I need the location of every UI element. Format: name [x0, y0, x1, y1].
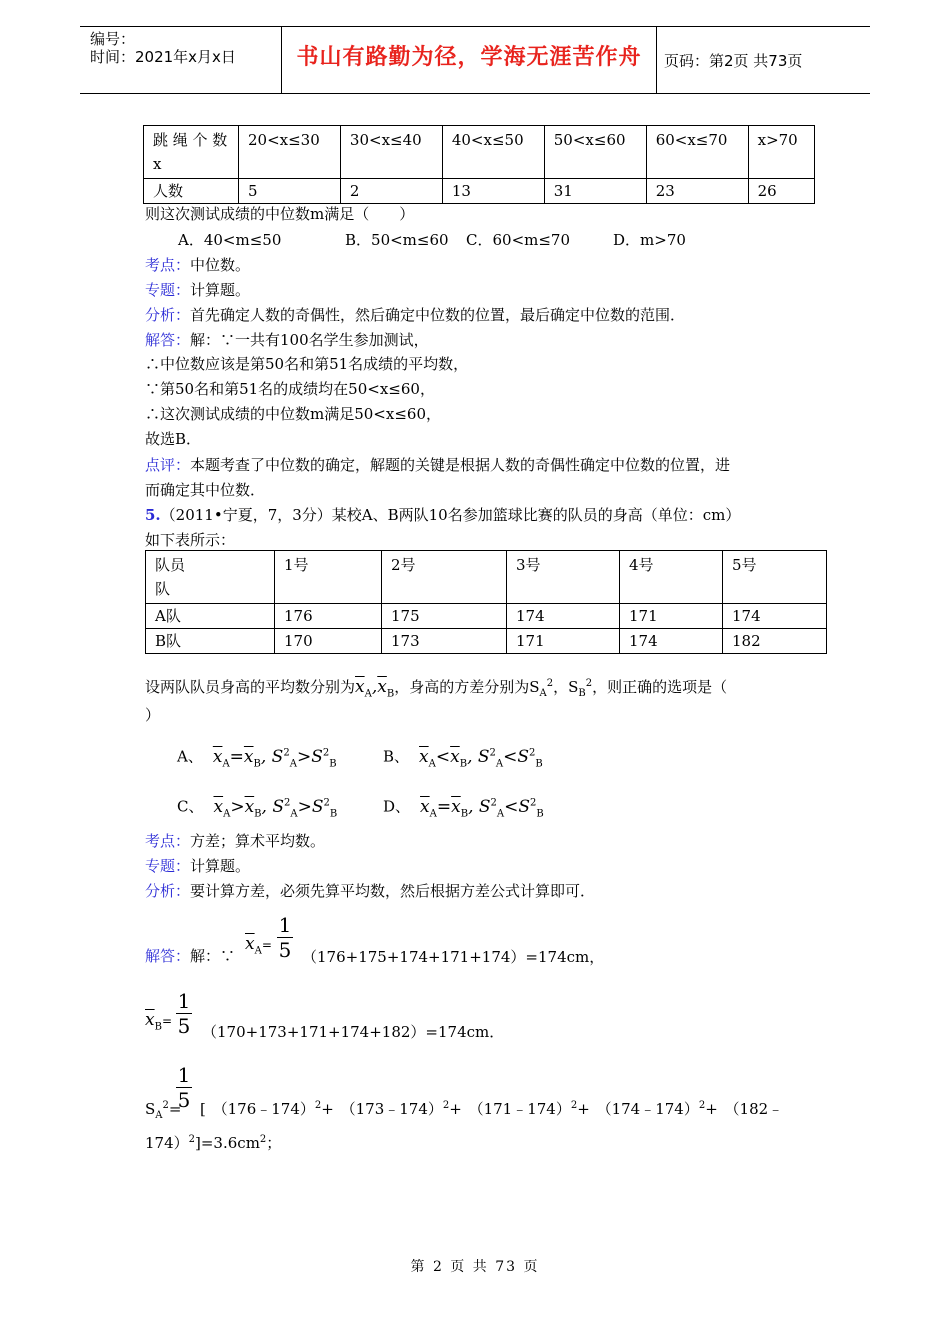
- sa-term: 174）: [145, 1134, 189, 1152]
- table-cell: 50<x≤60: [544, 126, 646, 179]
- sa-term: + （171﹣174）: [449, 1100, 571, 1118]
- mean-symbols: $\overline{x}_A,\overline{x}_B$: [355, 677, 395, 700]
- height-table: [145, 550, 827, 654]
- xa-symbol: $\overline{x}_A=$: [245, 934, 272, 957]
- sa-term: [ （176﹣174）: [200, 1100, 315, 1118]
- zhuanti-label: 专题：: [145, 857, 191, 875]
- table-cell: 5: [239, 179, 341, 204]
- table-cell: 174: [620, 629, 723, 654]
- q4-fenxi: [145, 305, 685, 325]
- q4-dianping: [145, 455, 730, 475]
- q5-question-text: ，则正确的选项是（: [592, 678, 728, 696]
- jieda-label: 解答：: [145, 331, 191, 349]
- jieda-prefix: 解：∵: [190, 947, 236, 965]
- table-cell: 60<x≤70: [646, 126, 748, 179]
- table-cell: x>70: [748, 126, 814, 179]
- option-label: C、: [177, 797, 204, 816]
- header-bottom-rule: [80, 93, 870, 94]
- dianping-text-2: 而确定其中位数．: [145, 481, 266, 499]
- zhuanti-label: 专题：: [145, 281, 191, 299]
- q5-question: 设两队队员身高的平均数分别为$\overline{x}_A,\overline{x}_B$，身高的方差分别为$S_A^2$，$S_B^2$，则正确的选项是（: [145, 677, 728, 700]
- kaodian-label: 考点：: [145, 256, 191, 274]
- q4-option-a: A．40<m≤50: [178, 231, 282, 249]
- q5-option-b: B、 $\overline{x}_A<\overline{x}_B$, $S^2_A<S^2_B$: [383, 746, 543, 770]
- table-cell: 30<x≤40: [340, 126, 442, 179]
- zhuanti-text: 计算题。: [190, 281, 251, 299]
- q5-stem-text: （2011•宁夏，7，3分）某校A、B两队10名参加篮球比赛的队员的身高（单位：cm）: [160, 506, 741, 524]
- table-cell: 170: [275, 629, 382, 654]
- table-row: [146, 629, 827, 654]
- dianping-text: 本题考查了中位数的确定，解题的关键是根据人数的奇偶性确定中位数的位置，进: [190, 456, 731, 474]
- option-label: B、: [383, 747, 410, 766]
- kaodian-label: 考点：: [145, 832, 191, 850]
- table-row-label: A队: [146, 604, 275, 629]
- fenxi-text: 要计算方差，必须先算平均数，然后根据方差公式计算即可．: [190, 882, 596, 900]
- sa-term: + （174﹣174）: [577, 1100, 699, 1118]
- jieda-line: ∴中位数应该是第50名和第51名成绩的平均数，: [145, 355, 469, 373]
- table-row: [146, 604, 827, 629]
- table-row: [146, 551, 827, 604]
- sa-term: + （173﹣174）: [321, 1100, 443, 1118]
- table-row: [144, 126, 815, 179]
- q5-option-d: D、 $\overline{x}_A=\overline{x}_B$, $S^2_A<S^2_B$: [383, 796, 544, 820]
- q4-stem: 则这次测试成绩的中位数m满足（ ）: [145, 205, 415, 223]
- table-cell: 13: [442, 179, 544, 204]
- table-header-cell: 3号: [507, 551, 620, 604]
- q4-option-d: D．m>70: [613, 231, 686, 249]
- kaodian-text: 方差；算术平均数。: [190, 832, 326, 850]
- q5-option-a: A、 $\overline{x}_A=\overline{x}_B$, $S^2_A>S^2_B$: [177, 746, 337, 770]
- jieda-line: ∵第50名和第51名的成绩均在50<x≤60，: [145, 380, 435, 398]
- xb-symbol: $\overline{x}_B=$: [145, 1010, 173, 1033]
- table-cell: 173: [382, 629, 507, 654]
- table-cell: 175: [382, 604, 507, 629]
- sa-term: ]=3.6cm: [195, 1134, 260, 1152]
- table-cell: 20<x≤30: [239, 126, 341, 179]
- zhuanti-text: 计算题。: [190, 857, 251, 875]
- sa-symbol: $S_A^2=$: [145, 1100, 182, 1121]
- header-motto: 书山有路勤为径，学海无涯苦作舟: [296, 45, 642, 70]
- fraction-numerator: 1: [278, 913, 292, 937]
- q5-fenxi: [145, 881, 595, 901]
- q5-jieda: [145, 946, 235, 966]
- table-header-cell: 5号: [723, 551, 827, 604]
- option-label: A、: [177, 747, 203, 766]
- table-cell: 26: [748, 179, 814, 204]
- kaodian-text: 中位数。: [190, 256, 251, 274]
- q4-option-b: B．50<m≤60: [345, 231, 449, 249]
- jieda-line: ∴这次测试成绩的中位数m满足50<x≤60，: [145, 405, 441, 423]
- table-cell: 174: [723, 604, 827, 629]
- table-cell: 171: [507, 629, 620, 654]
- q4-option-c: C．60<m≤70: [466, 231, 571, 249]
- fenxi-text: 首先确定人数的奇偶性，然后确定中位数的位置，最后确定中位数的范围．: [190, 306, 686, 324]
- sa-calculation: [ （176﹣174）$^2$+ （173﹣174）$^2$+ （171﹣174）$^2$+ （174﹣174）$^2$+ （182﹣: [200, 1100, 784, 1118]
- dianping-label: 点评：: [145, 456, 191, 474]
- fraction-denominator: 5: [177, 1088, 191, 1112]
- table-cell: 182: [723, 629, 827, 654]
- fraction-numerator: 1: [177, 1063, 191, 1087]
- corner-top: 队员: [155, 556, 186, 574]
- fenxi-label: 分析：: [145, 882, 191, 900]
- header-divider-right: [656, 27, 657, 93]
- header-meta: [90, 30, 236, 66]
- table-cell: 23: [646, 179, 748, 204]
- table-cell: 40<x≤50: [442, 126, 544, 179]
- jieda-line: 解：∵一共有100名学生参加测试，: [190, 331, 429, 349]
- header-number: 编号：: [90, 30, 136, 48]
- q5-zhuanti: [145, 856, 250, 876]
- sa-calculation-end: $174)^2]=3.6cm^2$；: [145, 1134, 282, 1152]
- table-header-cell: 跳 绳 个 数 x: [144, 126, 239, 179]
- table-cell: 31: [544, 179, 646, 204]
- header-top-rule: [80, 26, 870, 27]
- q5-kaodian: [145, 831, 325, 851]
- table-corner-cell: [146, 551, 275, 604]
- table-row-label: B队: [146, 629, 275, 654]
- q5-question-text: ，身高的方差分别为S: [394, 678, 540, 696]
- q4-kaodian: [145, 255, 250, 275]
- page-footer: 第 2 页 共 73 页: [410, 1259, 540, 1275]
- xa-calculation: （176+175+174+171+174）=174cm，: [302, 948, 605, 966]
- table-header-cell: 4号: [620, 551, 723, 604]
- table-cell: 176: [275, 604, 382, 629]
- corner-bottom: 队: [155, 580, 171, 598]
- jieda-line: 故选B．: [145, 430, 202, 448]
- q5-question-close: ）: [145, 706, 161, 724]
- fraction-numerator: 1: [177, 989, 191, 1013]
- table-cell: 2: [340, 179, 442, 204]
- q5-question-text: 设两队队员身高的平均数分别为: [145, 678, 356, 696]
- q5-stem-2: 如下表所示：: [145, 531, 236, 549]
- header-page-info: 页码：第2页 共73页: [664, 52, 803, 70]
- table-row: [144, 179, 815, 204]
- xb-calculation: （170+173+171+174+182）=174cm．: [202, 1023, 505, 1041]
- fraction-denominator: 5: [177, 1014, 191, 1038]
- q4-jieda: [145, 330, 429, 350]
- jieda-label: 解答：: [145, 947, 191, 965]
- fenxi-label: 分析：: [145, 306, 191, 324]
- table-cell: 174: [507, 604, 620, 629]
- sa-term: + （182﹣: [705, 1100, 784, 1118]
- q4-zhuanti: [145, 280, 250, 300]
- option-label: D、: [383, 797, 411, 816]
- fraction-denominator: 5: [278, 938, 292, 962]
- skip-rope-table: [143, 125, 815, 204]
- header-divider-left: [281, 27, 282, 93]
- q5-stem: [145, 505, 740, 525]
- header-time: 时间：2021年x月x日: [90, 48, 236, 66]
- table-header-cell: 人数: [144, 179, 239, 204]
- q5-option-c: C、 $\overline{x}_A>\overline{x}_B$, $S^2_A>S^2_B$: [177, 796, 338, 820]
- table-header-cell: 2号: [382, 551, 507, 604]
- table-cell: 171: [620, 604, 723, 629]
- table-header-cell: 1号: [275, 551, 382, 604]
- question-number: 5.: [145, 506, 161, 524]
